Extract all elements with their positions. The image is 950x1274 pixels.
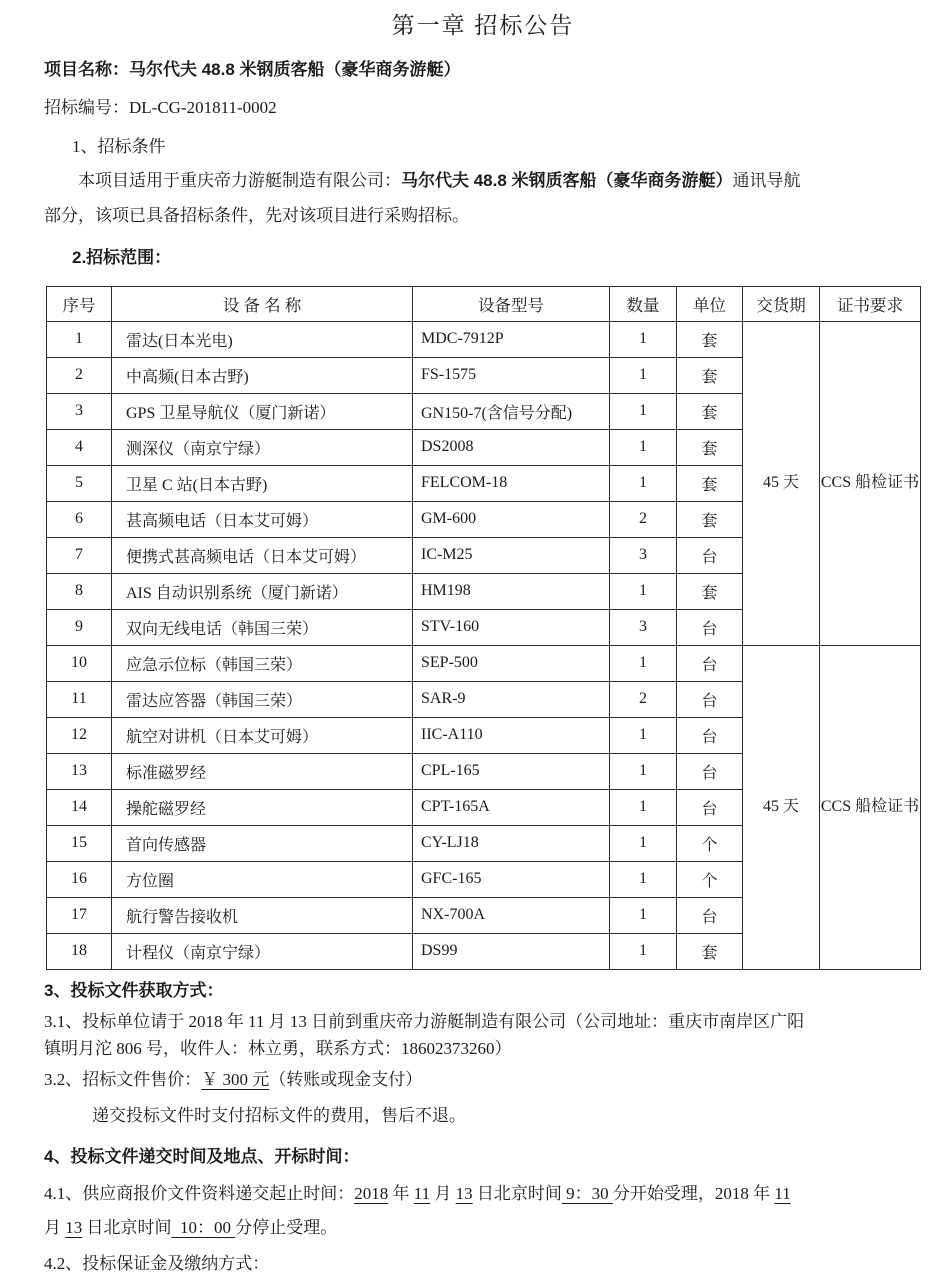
cell-model: DS2008 <box>413 429 610 465</box>
cell-unit: 套 <box>677 501 743 537</box>
table-row <box>47 321 921 357</box>
cell-qty: 1 <box>610 321 677 357</box>
text-segment: 4.1、供应商报价文件资料递交起止时间： <box>44 1184 355 1203</box>
cell-delivery-period: 45 天 <box>743 321 820 645</box>
text-segment: 11 <box>413 1184 431 1203</box>
cell-no: 6 <box>47 501 112 537</box>
cell-model: SEP-500 <box>413 645 610 681</box>
item-3-2 <box>44 1069 922 1090</box>
cell-unit: 台 <box>677 753 743 789</box>
cell-unit: 台 <box>677 681 743 717</box>
equipment-table-header <box>47 286 921 321</box>
cell-qty: 1 <box>610 897 677 933</box>
column-header-5: 交货期 <box>743 286 820 321</box>
cell-name: 航行警告接收机 <box>112 897 413 933</box>
section2-heading: 2.招标范围： <box>72 248 172 268</box>
cell-unit: 套 <box>677 429 743 465</box>
section1-paragraph-line1 <box>44 170 922 191</box>
text-segment: 本项目适用于重庆帝力游艇制造有限公司： <box>78 170 401 190</box>
item-4-2: 4.2、投标保证金及缴纳方式： <box>44 1253 270 1273</box>
tender-number-label: 招标编号： <box>44 98 129 118</box>
cell-unit: 台 <box>677 897 743 933</box>
cell-qty: 1 <box>610 429 677 465</box>
cell-qty: 1 <box>610 825 677 861</box>
cell-name: 雷达(日本光电) <box>112 321 413 357</box>
cell-name: 便携式甚高频电话（日本艾可姆） <box>112 537 413 573</box>
cell-model: FELCOM-18 <box>413 465 610 501</box>
cell-model: CPL-165 <box>413 753 610 789</box>
text-segment: 通讯导航 <box>732 170 801 190</box>
cell-no: 17 <box>47 897 112 933</box>
cell-qty: 1 <box>610 465 677 501</box>
cell-no: 4 <box>47 429 112 465</box>
cell-no: 15 <box>47 825 112 861</box>
cell-no: 8 <box>47 573 112 609</box>
cell-no: 11 <box>47 681 112 717</box>
cell-unit: 台 <box>677 537 743 573</box>
chapter-title: 第一章 招标公告 <box>391 13 575 38</box>
cell-qty: 2 <box>610 501 677 537</box>
cell-delivery-period: 45 天 <box>743 645 820 969</box>
cell-name: 雷达应答器（韩国三荣） <box>112 681 413 717</box>
cell-qty: 1 <box>610 933 677 969</box>
cell-no: 5 <box>47 465 112 501</box>
cell-certificate-requirement: CCS 船检证书 <box>820 645 921 969</box>
tender-number-value: DL-CG-201811-0002 <box>129 98 277 118</box>
cell-unit: 台 <box>677 645 743 681</box>
cell-qty: 1 <box>610 645 677 681</box>
column-header-3: 数量 <box>610 286 677 321</box>
cell-no: 10 <box>47 645 112 681</box>
cell-model: MDC-7912P <box>413 321 610 357</box>
cell-no: 9 <box>47 609 112 645</box>
cell-unit: 个 <box>677 825 743 861</box>
cell-unit: 套 <box>677 393 743 429</box>
cell-name: AIS 自动识别系统（厦门新诺） <box>112 573 413 609</box>
cell-qty: 2 <box>610 681 677 717</box>
text-segment: 13 <box>455 1184 473 1203</box>
cell-no: 1 <box>47 321 112 357</box>
section3-heading: 3、投标文件获取方式： <box>44 980 224 1000</box>
header-row <box>47 286 921 321</box>
cell-no: 12 <box>47 717 112 753</box>
cell-unit: 套 <box>677 465 743 501</box>
text-segment: 月 <box>44 1218 66 1238</box>
cell-qty: 1 <box>610 861 677 897</box>
section1-paragraph-line2: 部分，该项已具备招标条件，先对该项目进行采购招标。 <box>44 206 469 225</box>
cell-name: 应急示位标（韩国三荣） <box>112 645 413 681</box>
text-segment: 11 <box>774 1184 791 1203</box>
project-name-value: 马尔代夫 48.8 米钢质客船（豪华商务游艇） <box>129 60 461 79</box>
text-segment: 2018 <box>354 1184 389 1203</box>
cell-model: SAR-9 <box>413 681 610 717</box>
cell-model: DS99 <box>413 933 610 969</box>
text-segment: 10：00 <box>171 1218 236 1238</box>
cell-name: 首向传感器 <box>112 825 413 861</box>
text-segment: 日北京时间 <box>82 1218 172 1238</box>
cell-no: 16 <box>47 861 112 897</box>
item-3-2-note: 递交投标文件时支付招标文件的费用，售后不退。 <box>92 1105 466 1125</box>
text-segment: 年 <box>388 1184 414 1203</box>
cell-model: FS-1575 <box>413 357 610 393</box>
cell-name: 卫星 C 站(日本古野) <box>112 465 413 501</box>
equipment-table-body <box>47 321 921 969</box>
cell-model: GFC-165 <box>413 861 610 897</box>
text-segment: 9：30 <box>561 1184 613 1203</box>
cell-qty: 3 <box>610 609 677 645</box>
text-segment: 分停止受理。 <box>235 1218 338 1238</box>
column-header-0: 序号 <box>47 286 112 321</box>
cell-certificate-requirement: CCS 船检证书 <box>820 321 921 645</box>
project-name-label: 项目名称： <box>44 60 129 79</box>
cell-unit: 套 <box>677 573 743 609</box>
text-segment: 马尔代夫 48.8 米钢质客船（豪华商务游艇） <box>401 170 733 190</box>
column-header-4: 单位 <box>677 286 743 321</box>
cell-model: GM-600 <box>413 501 610 537</box>
text-segment: 3.2、招标文件售价： <box>44 1070 202 1090</box>
cell-no: 14 <box>47 789 112 825</box>
cell-unit: 个 <box>677 861 743 897</box>
cell-unit: 台 <box>677 789 743 825</box>
cell-unit: 套 <box>677 321 743 357</box>
cell-qty: 1 <box>610 717 677 753</box>
cell-no: 7 <box>47 537 112 573</box>
cell-model: CY-LJ18 <box>413 825 610 861</box>
item-3-1-line2: 镇明月沱 806 号，收件人：林立勇，联系方式：18602373260） <box>44 1039 512 1058</box>
item-4-1-line1 <box>44 1183 922 1204</box>
text-segment: ￥ 300 元 <box>201 1070 270 1090</box>
text-segment: （转账或现金支付） <box>269 1070 423 1090</box>
cell-model: NX-700A <box>413 897 610 933</box>
section4-heading: 4、投标文件递交时间及地点、开标时间： <box>44 1146 360 1166</box>
cell-name: 中高频(日本古野) <box>112 357 413 393</box>
cell-model: CPT-165A <box>413 789 610 825</box>
cell-name: 甚高频电话（日本艾可姆） <box>112 501 413 537</box>
item-4-1-line2 <box>44 1217 922 1238</box>
item-3-1-line1: 3.1、投标单位请于 2018 年 11 月 13 日前到重庆帝力游艇制造有限公司（公司地址：重庆市南岸区广阳 <box>44 1011 805 1031</box>
cell-unit: 套 <box>677 933 743 969</box>
cell-qty: 1 <box>610 393 677 429</box>
cell-model: STV-160 <box>413 609 610 645</box>
cell-unit: 台 <box>677 717 743 753</box>
cell-name: GPS 卫星导航仪（厦门新诺） <box>112 393 413 429</box>
text-segment: 日北京时间 <box>472 1184 562 1203</box>
text-segment: 分开始受理，2018 年 <box>612 1184 775 1203</box>
cell-unit: 套 <box>677 357 743 393</box>
cell-model: IIC-A110 <box>413 717 610 753</box>
cell-model: IC-M25 <box>413 537 610 573</box>
cell-qty: 3 <box>610 537 677 573</box>
project-name-line <box>44 59 922 80</box>
cell-name: 计程仪（南京宁绿） <box>112 933 413 969</box>
cell-name: 航空对讲机（日本艾可姆） <box>112 717 413 753</box>
text-segment: 13 <box>65 1218 83 1238</box>
cell-name: 标准磁罗经 <box>112 753 413 789</box>
table-row <box>47 645 921 681</box>
cell-name: 方位圈 <box>112 861 413 897</box>
cell-no: 13 <box>47 753 112 789</box>
cell-qty: 1 <box>610 789 677 825</box>
equipment-table <box>46 286 921 970</box>
text-segment: 月 <box>430 1184 456 1203</box>
cell-unit: 台 <box>677 609 743 645</box>
cell-no: 3 <box>47 393 112 429</box>
column-header-2: 设备型号 <box>413 286 610 321</box>
section1-heading: 1、招标条件 <box>72 136 166 156</box>
cell-model: GN150-7(含信号分配) <box>413 393 610 429</box>
cell-qty: 1 <box>610 753 677 789</box>
column-header-6: 证书要求 <box>820 286 921 321</box>
cell-qty: 1 <box>610 357 677 393</box>
cell-name: 测深仪（南京宁绿） <box>112 429 413 465</box>
cell-no: 18 <box>47 933 112 969</box>
cell-qty: 1 <box>610 573 677 609</box>
cell-name: 双向无线电话（韩国三荣） <box>112 609 413 645</box>
cell-model: HM198 <box>413 573 610 609</box>
cell-name: 操舵磁罗经 <box>112 789 413 825</box>
column-header-1: 设 备 名 称 <box>112 286 413 321</box>
cell-no: 2 <box>47 357 112 393</box>
tender-number-line <box>44 97 922 118</box>
